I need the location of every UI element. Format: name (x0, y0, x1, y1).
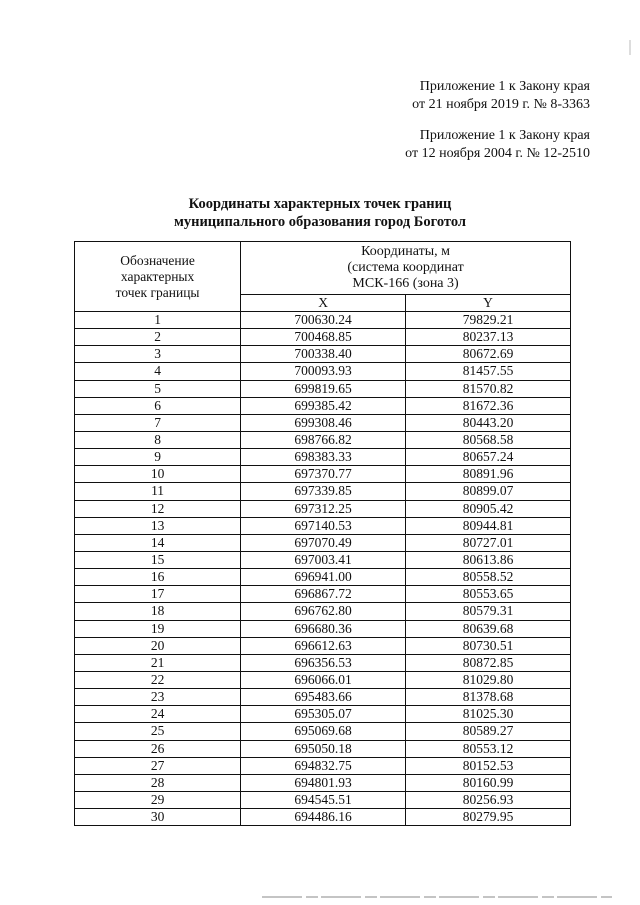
y-coordinate-cell: 81378.68 (406, 689, 571, 706)
x-coordinate-cell: 700468.85 (241, 329, 406, 346)
table-header (75, 242, 571, 312)
header-designation (75, 242, 241, 312)
title-line-2: муниципального образования город Боготол (173, 214, 467, 230)
header-designation-line-1: Обозначение (120, 252, 195, 268)
point-id-cell: 12 (75, 500, 241, 517)
table-row (75, 654, 571, 671)
x-coordinate-cell: 695305.07 (241, 706, 406, 723)
y-coordinate-cell: 81570.82 (406, 380, 571, 397)
x-coordinate-cell: 699385.42 (241, 397, 406, 414)
x-coordinate-cell: 697370.77 (241, 466, 406, 483)
table-row (75, 363, 571, 380)
x-coordinate-cell: 696066.01 (241, 671, 406, 688)
annex-current-line-2: от 21 ноября 2019 г. № 8-3363 (412, 97, 590, 112)
table-row (75, 603, 571, 620)
header-designation-line-3: точек границы (115, 284, 200, 300)
x-coordinate-cell: 694545.51 (241, 791, 406, 808)
table-row (75, 586, 571, 603)
point-id-cell: 16 (75, 569, 241, 586)
point-id-cell: 5 (75, 380, 241, 397)
point-id-cell: 25 (75, 723, 241, 740)
y-coordinate-cell: 80443.20 (406, 414, 571, 431)
y-coordinate-cell: 80944.81 (406, 517, 571, 534)
point-id-cell: 4 (75, 363, 241, 380)
point-id-cell: 22 (75, 671, 241, 688)
point-id-cell: 6 (75, 397, 241, 414)
x-coordinate-cell: 699819.65 (241, 380, 406, 397)
x-coordinate-cell: 697140.53 (241, 517, 406, 534)
y-coordinate-cell: 80589.27 (406, 723, 571, 740)
point-id-cell: 10 (75, 466, 241, 483)
y-coordinate-cell: 80256.93 (406, 791, 571, 808)
header-coordinates-line-2: (система координат (347, 260, 464, 275)
y-coordinate-cell: 80727.01 (406, 534, 571, 551)
x-coordinate-cell: 696941.00 (241, 569, 406, 586)
x-coordinate-cell: 696867.72 (241, 586, 406, 603)
table-row (75, 569, 571, 586)
table-row (75, 534, 571, 551)
x-coordinate-cell: 700093.93 (241, 363, 406, 380)
x-coordinate-cell: 700338.40 (241, 346, 406, 363)
point-id-cell: 17 (75, 586, 241, 603)
table-row (75, 723, 571, 740)
y-coordinate-cell: 81672.36 (406, 397, 571, 414)
annex-original-reference (405, 127, 590, 163)
y-coordinate-cell: 80553.65 (406, 586, 571, 603)
point-id-cell: 26 (75, 740, 241, 757)
table-row (75, 774, 571, 791)
point-id-cell: 7 (75, 414, 241, 431)
table-row (75, 757, 571, 774)
table-row (75, 483, 571, 500)
y-coordinate-cell: 80558.52 (406, 569, 571, 586)
y-coordinate-cell: 80568.58 (406, 431, 571, 448)
point-id-cell: 19 (75, 620, 241, 637)
point-id-cell: 9 (75, 449, 241, 466)
table-row (75, 551, 571, 568)
x-coordinate-cell: 697003.41 (241, 551, 406, 568)
y-coordinate-cell: 80899.07 (406, 483, 571, 500)
header-x: X (241, 295, 406, 312)
point-id-cell: 2 (75, 329, 241, 346)
table-row (75, 449, 571, 466)
table-row (75, 380, 571, 397)
y-coordinate-cell: 80613.86 (406, 551, 571, 568)
header-coordinates-line-3: МСК-166 (зона 3) (352, 276, 459, 291)
point-id-cell: 1 (75, 312, 241, 329)
point-id-cell: 11 (75, 483, 241, 500)
coordinates-table (74, 241, 571, 826)
table-row (75, 637, 571, 654)
header-y: Y (406, 295, 571, 312)
x-coordinate-cell: 694486.16 (241, 809, 406, 826)
x-coordinate-cell: 696356.53 (241, 654, 406, 671)
table-row (75, 329, 571, 346)
x-coordinate-cell: 696680.36 (241, 620, 406, 637)
y-coordinate-cell: 80553.12 (406, 740, 571, 757)
y-coordinate-cell: 80579.31 (406, 603, 571, 620)
table-row (75, 466, 571, 483)
title-line-1: Координаты характерных точек границ (188, 196, 452, 212)
document-title (0, 195, 640, 231)
table-row (75, 346, 571, 363)
y-coordinate-cell: 80657.24 (406, 449, 571, 466)
point-id-cell: 3 (75, 346, 241, 363)
annex-original-line-1: Приложение 1 к Закону края (419, 128, 590, 143)
x-coordinate-cell: 698766.82 (241, 431, 406, 448)
point-id-cell: 24 (75, 706, 241, 723)
x-coordinate-cell: 695050.18 (241, 740, 406, 757)
point-id-cell: 14 (75, 534, 241, 551)
table-row (75, 517, 571, 534)
annex-original-line-2: от 12 ноября 2004 г. № 12-2510 (405, 146, 590, 161)
point-id-cell: 20 (75, 637, 241, 654)
x-coordinate-cell: 694801.93 (241, 774, 406, 791)
table-row (75, 740, 571, 757)
y-coordinate-cell: 79829.21 (406, 312, 571, 329)
y-coordinate-cell: 80891.96 (406, 466, 571, 483)
table-row (75, 397, 571, 414)
point-id-cell: 27 (75, 757, 241, 774)
point-id-cell: 15 (75, 551, 241, 568)
x-coordinate-cell: 696612.63 (241, 637, 406, 654)
x-coordinate-cell: 695483.66 (241, 689, 406, 706)
x-coordinate-cell: 698383.33 (241, 449, 406, 466)
table-row (75, 689, 571, 706)
y-coordinate-cell: 81025.30 (406, 706, 571, 723)
y-coordinate-cell: 81029.80 (406, 671, 571, 688)
table-row (75, 620, 571, 637)
point-id-cell: 29 (75, 791, 241, 808)
x-coordinate-cell: 697070.49 (241, 534, 406, 551)
point-id-cell: 18 (75, 603, 241, 620)
y-coordinate-cell: 80237.13 (406, 329, 571, 346)
header-coordinates (241, 242, 571, 295)
table-row (75, 431, 571, 448)
y-coordinate-cell: 80905.42 (406, 500, 571, 517)
table-row (75, 671, 571, 688)
y-coordinate-cell: 80872.85 (406, 654, 571, 671)
y-coordinate-cell: 80730.51 (406, 637, 571, 654)
table-row (75, 791, 571, 808)
x-coordinate-cell: 696762.80 (241, 603, 406, 620)
x-coordinate-cell: 697339.85 (241, 483, 406, 500)
table-row (75, 312, 571, 329)
annex-current-line-1: Приложение 1 к Закону края (419, 79, 590, 94)
table-row (75, 809, 571, 826)
table-body (75, 312, 571, 826)
table-row (75, 500, 571, 517)
x-coordinate-cell: 694832.75 (241, 757, 406, 774)
y-coordinate-cell: 80279.95 (406, 809, 571, 826)
point-id-cell: 8 (75, 431, 241, 448)
table-row (75, 706, 571, 723)
header-coordinates-line-1: Координаты, м (361, 244, 450, 259)
point-id-cell: 13 (75, 517, 241, 534)
point-id-cell: 28 (75, 774, 241, 791)
x-coordinate-cell: 695069.68 (241, 723, 406, 740)
x-coordinate-cell: 699308.46 (241, 414, 406, 431)
x-coordinate-cell: 700630.24 (241, 312, 406, 329)
x-coordinate-cell: 697312.25 (241, 500, 406, 517)
y-coordinate-cell: 80672.69 (406, 346, 571, 363)
y-coordinate-cell: 80639.68 (406, 620, 571, 637)
annex-current-reference (412, 78, 590, 114)
y-coordinate-cell: 80160.99 (406, 774, 571, 791)
point-id-cell: 21 (75, 654, 241, 671)
table-row (75, 414, 571, 431)
y-coordinate-cell: 81457.55 (406, 363, 571, 380)
header-designation-line-2: характерных (120, 268, 195, 284)
point-id-cell: 30 (75, 809, 241, 826)
point-id-cell: 23 (75, 689, 241, 706)
y-coordinate-cell: 80152.53 (406, 757, 571, 774)
